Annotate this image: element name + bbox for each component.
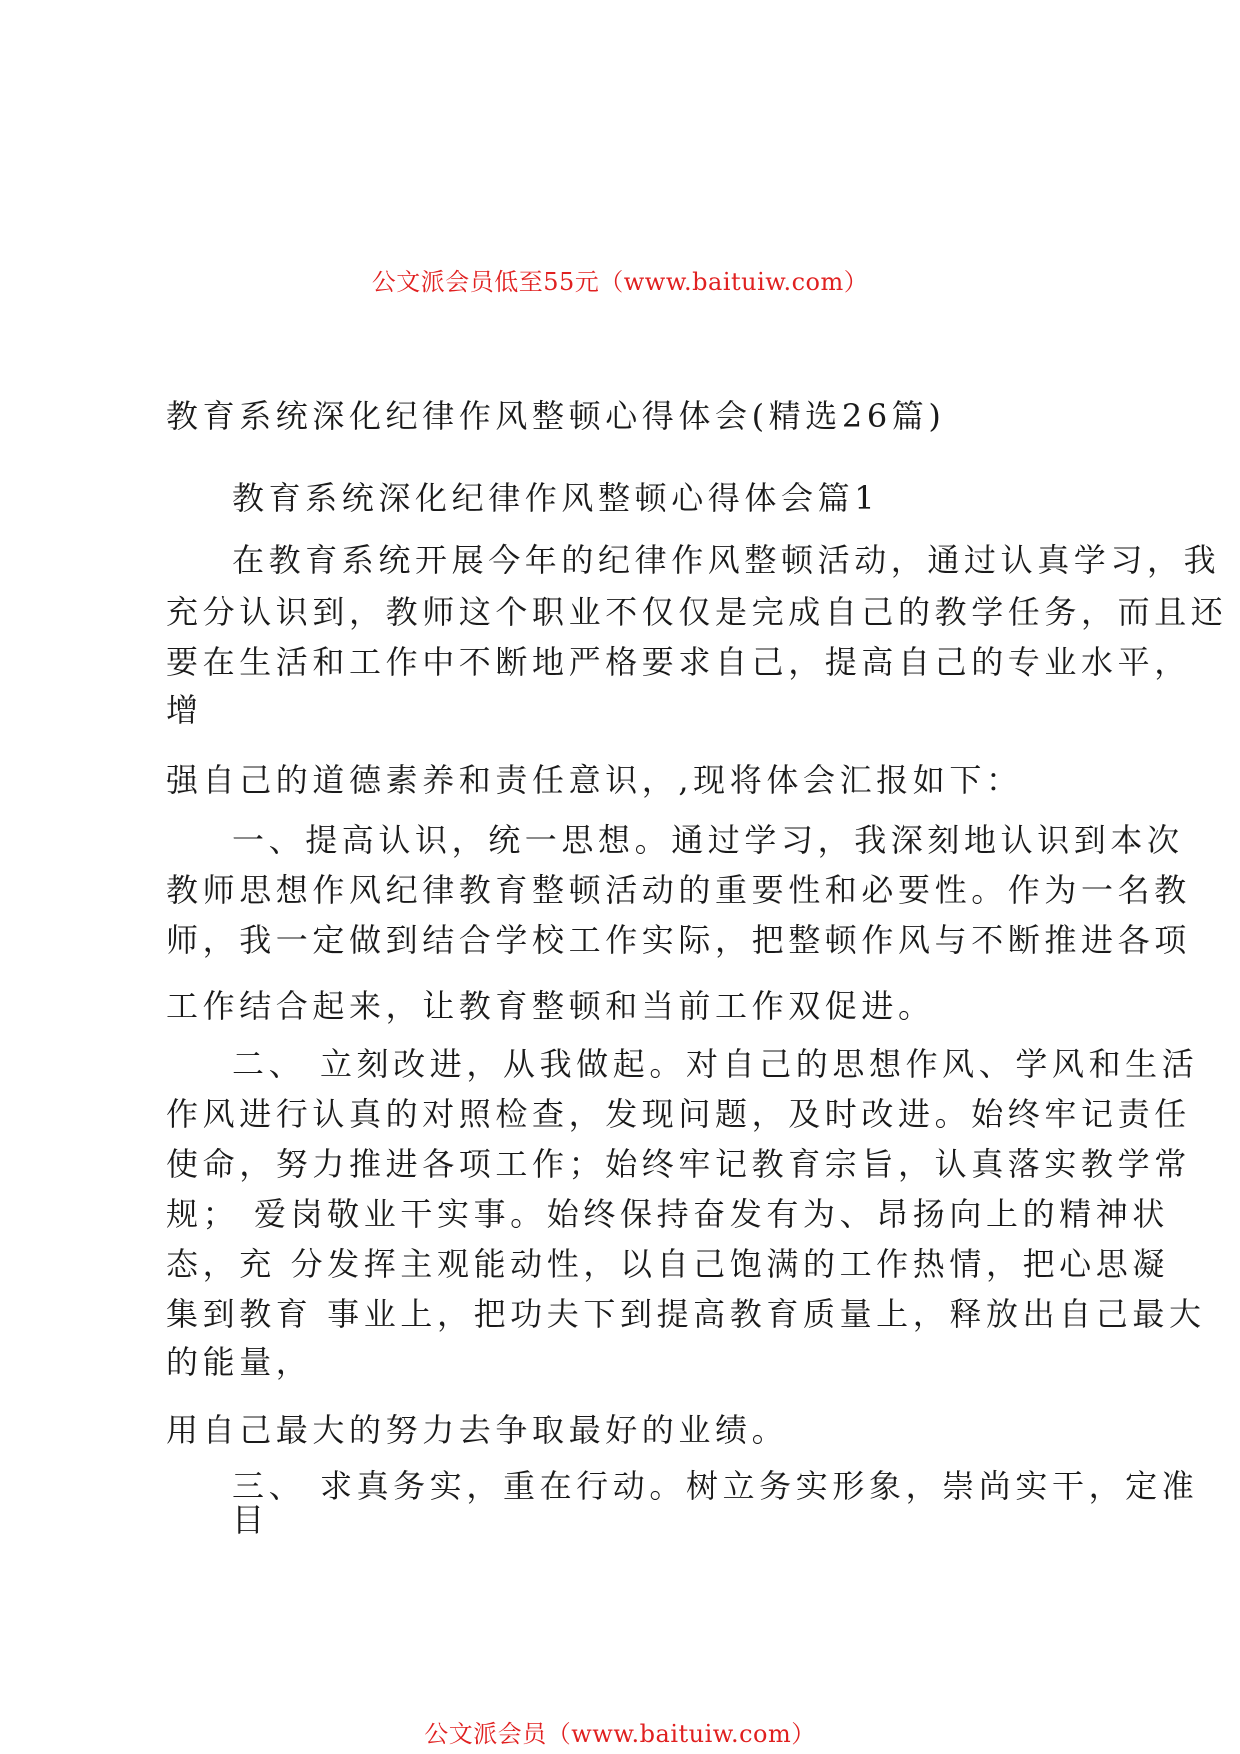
body-line: 在教育系统开展今年的纪律作风整顿活动，通过认真学习，我 bbox=[232, 541, 1221, 579]
body-line: 用自己最大的努力去争取最好的业绩。 bbox=[166, 1411, 789, 1449]
footer-ad-link[interactable]: 公文派会员（www.baituiw.com） bbox=[424, 1720, 816, 1748]
body-line: 强自己的道德素养和责任意识，,现将体会汇报如下： bbox=[166, 761, 1023, 799]
body-line: 工作结合起来，让教育整顿和当前工作双促进。 bbox=[166, 987, 935, 1025]
body-line: 充分认识到，教师这个职业不仅仅是完成自己的教学任务，而且还 bbox=[166, 593, 1228, 631]
body-line: 使命，努力推进各项工作；始终牢记教育宗旨，认真落实教学常 bbox=[166, 1145, 1191, 1183]
body-line: 教师思想作风纪律教育整顿活动的重要性和必要性。作为一名教 bbox=[166, 871, 1191, 909]
body-line: 师，我一定做到结合学校工作实际，把整顿作风与不断推进各项 bbox=[166, 921, 1191, 959]
body-line: 集到教育 事业上，把功夫下到提高教育质量上，释放出自己最大 bbox=[166, 1295, 1206, 1333]
body-line: 要在生活和工作中不断地严格要求自己，提高自己的专业水平， bbox=[166, 643, 1191, 681]
body-line: 目 bbox=[232, 1501, 269, 1539]
header-ad-link[interactable]: 公文派会员低至55元（www.baituiw.com） bbox=[371, 268, 869, 296]
body-line: 规； 爱岗敬业干实事。始终保持奋发有为、昂扬向上的精神状 bbox=[166, 1195, 1169, 1233]
body-line: 态，充 分发挥主观能动性，以自己饱满的工作热情，把心思凝 bbox=[166, 1245, 1169, 1283]
document-title: 教育系统深化纪律作风整顿心得体会(精选26篇) bbox=[166, 397, 946, 435]
body-line: 增 bbox=[166, 691, 203, 729]
body-line: 一、提高认识，统一思想。通过学习，我深刻地认识到本次 bbox=[232, 821, 1184, 859]
body-line: 的能量， bbox=[166, 1343, 313, 1381]
section-title: 教育系统深化纪律作风整顿心得体会篇1 bbox=[232, 479, 880, 517]
body-line: 作风进行认真的对照检查，发现问题，及时改进。始终牢记责任 bbox=[166, 1095, 1191, 1133]
body-line: 二、 立刻改进，从我做起。对自己的思想作风、学风和生活 bbox=[232, 1045, 1199, 1083]
body-line: 三、 求真务实，重在行动。树立务实形象，崇尚实干，定准 bbox=[232, 1467, 1199, 1505]
